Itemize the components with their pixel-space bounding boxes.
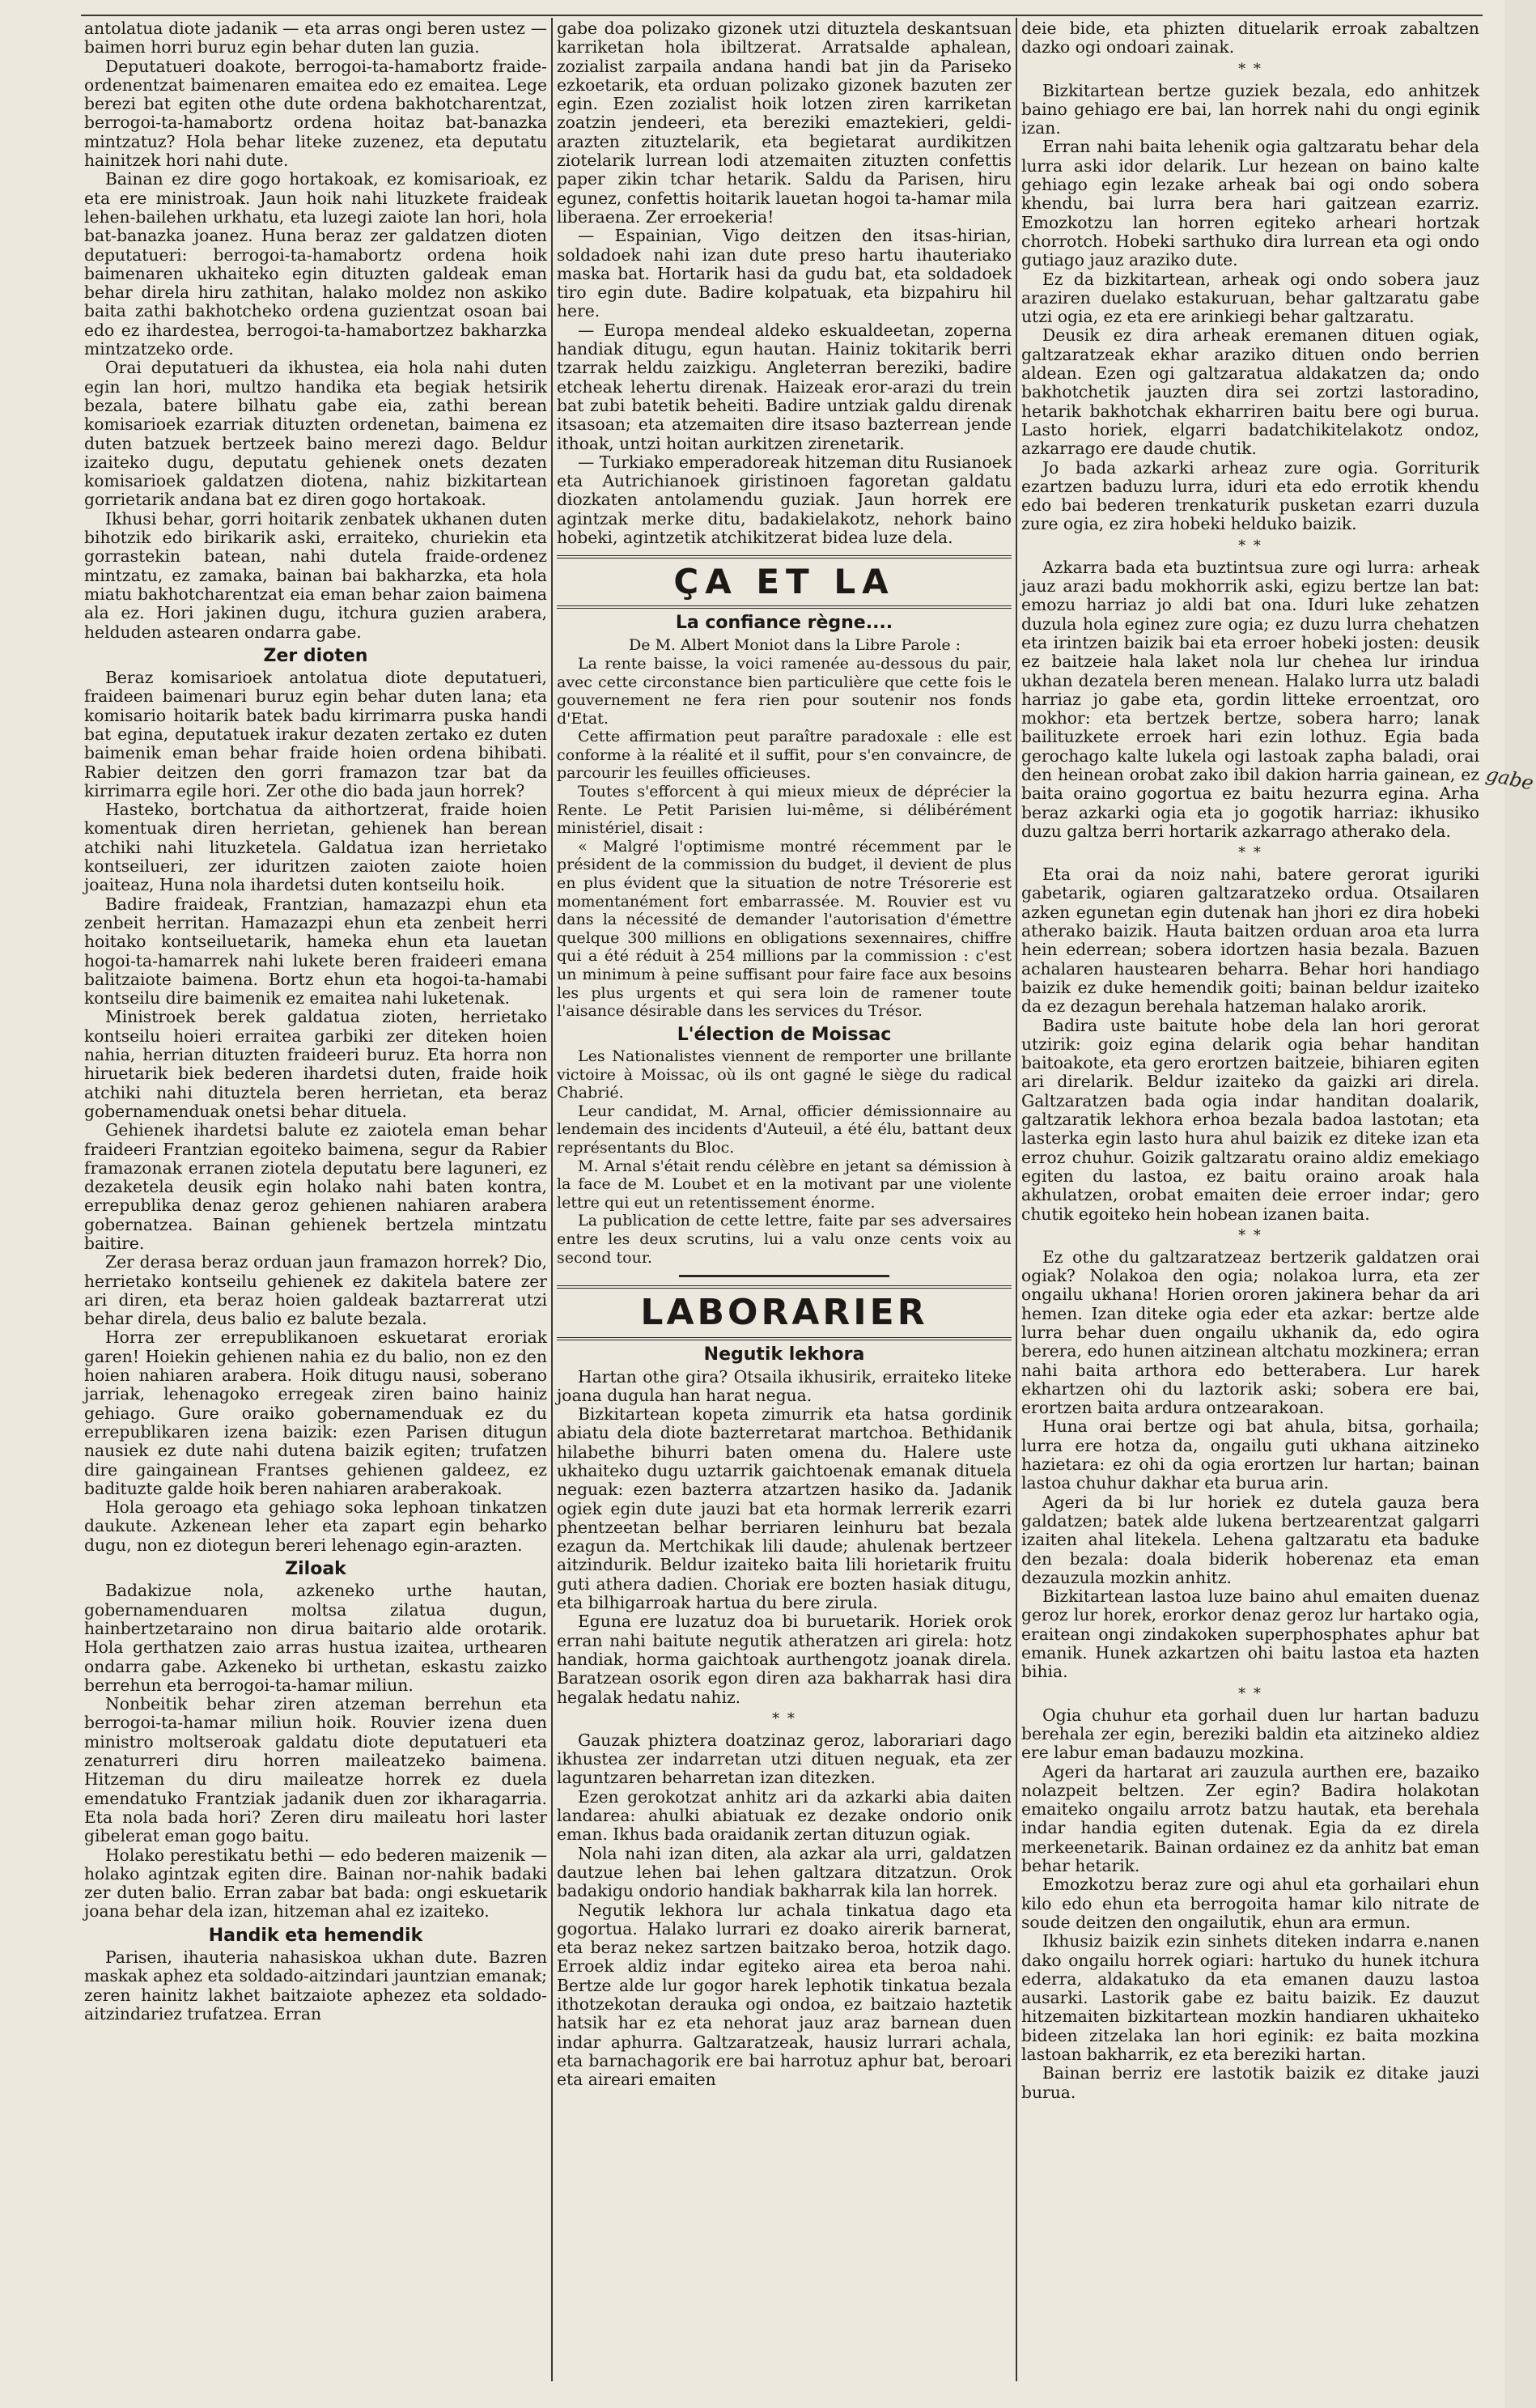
paragraph: Huna orai bertze ogi bat ahula, bitsa, gorhaila; lurra ere hotza da, ongailu guti ukhana aitzineko hazietara: ez ohi da ogia erortzen lur hartan; bainan lastoa chuhur dakhar eta burua arin. [1021, 1416, 1479, 1493]
column-rule [1016, 18, 1017, 2381]
top-rule [81, 15, 1483, 16]
french-article [557, 1047, 1012, 1267]
paragraph: M. Arnal s'était rendu célèbre en jetant sa démission à la face de M. Loubet et en la motivant par une violente lettre qui eut un retentissement énorme. [557, 1157, 1012, 1212]
asterism: * * [1238, 844, 1262, 862]
paragraph: deie bide, eta phizten dituelarik erroak zabaltzen dazko ogi ondoari zainak. [1021, 19, 1479, 57]
paragraph: Bizkitartean kopeta zimurrik eta hatsa gordinik abiatu dela diote bazterretarat martchoa. Bethidanik hilabethe bihurri baten omena du. Halere uste ukhaiteko dugu uztarrik gaichtoenak emanak dituela neguak: ezen bazterra atzartzen hasiko da. Jadanik ogiek egin dute jauzi bat eta hormak lerrerik ezarri phentzeetan belhar berriaren leinhuru bat bezala ezagun da. Mertchikak lili daude; ahulenak bertzeer aitzindurik. Beldur izaiteko baita lili horietarik fruitu guti athera dadien. Choriak ere bozten hasiak ditugu, eta bilhigarroak hartua du bere zirula. [557, 1404, 1012, 1613]
section-heading: Handik eta hemendik [208, 1925, 423, 1946]
paragraph: Toutes s'efforcent à qui mieux mieux de déprécier la Rente. Le Petit Parisien lui-même, si délibérément ministériel, disait : [557, 783, 1012, 838]
section-heading: Negutik lekhora [703, 1344, 865, 1365]
paragraph: Horra zer errepublikanoen eskuetarat eroriak garen! Hoiekin gehienen nahia ez du balio, non ez den hoien nahiaren arabera. Hoik ditugu nausi, soberano jarriak, lehenagoko erregeak ziren baino hainiz gehiago. Gure oraiko gobernamenduak ez du errepublikaren izena baizik: ezen Parisen ditugun nausiek ez dute nahi dutena baizik egiten; trufatzen dire gaingainean Frantses gehienen galdeez, ez badituzte galde hoik beren nahiaren araberakoak. [84, 1327, 547, 1498]
paragraph: Ministroek berek galdatua zioten, herrietako kontseilu hoieri erraitea garbiki zer diteken hoien nahia, herrian dituzten fraideeri buruz. Eta horra non hiruetarik biek bederen ihardetsi duten, fraide hoik atchiki nahi dituztela beren herrietan, eta beraz gobernamenduak onetsi behar dituela. [84, 1007, 547, 1121]
section-heading: Ziloak [285, 1559, 346, 1580]
section-heading: Zer dioten [263, 645, 368, 666]
paragraph: Emozkotzu beraz zure ogi ahul eta gorhailari ehun kilo edo ehun eta berrogoita hamar kilo nitrate de soude deitzen den ongailutik, ehun ara ermun. [1021, 1875, 1479, 1932]
paragraph: — Espainian, Vigo deitzen den itsas-hirian, soldadoek nahi izan dute preso hartu ihauteriako maska bat. Hortarik hasi da gudu bat, eta soldadoek tiro egin dute. Badire kolpatuak, eta bizpahiru hil here. [557, 226, 1012, 321]
column-rule [551, 18, 553, 2381]
divider [679, 1275, 889, 1277]
paragraph: Nonbeitik behar ziren atzeman berrehun eta berrogoi-ta-hamar miliun hoik. Rouvier izena duen ministro moltseroak galdatu diote deputatueri eta zenaturreri diru horren maileatzeko baimena. Hitzeman du diru maileatze horrek ez duela emendatuko Frantziak jadanik duen zor ikharagarria. Eta nola bada hori? Zeren diru maileatu hori laster gibelerat eman gogo baitu. [84, 1694, 547, 1846]
paragraph: Badire fraideak, Frantzian, hamazazpi ehun eta zenbeit herritan. Hamazazpi ehun eta zenbeit herri hoitako kontseiluetarik, hameka ehun eta lauetan hogoi-ta-hamarrek nahi lukete beren fraideeri emana balitzaiote baimena. Bortz ehun eta hogoi-ta-hamabi kontseilu dire baimenik ez emaitea nahi luketenak. [84, 894, 547, 1009]
paragraph: Holako perestikatu bethi — edo bederen maizenik — holako agintzak egiten dire. Bainan nor-nahik badaki zer duten balio. Erran zabar bat bada: ongi eskuetarik joana behar dela izan, hitzeman ahal ez izaiteko. [84, 1845, 547, 1922]
paragraph: Ikhusi behar, gorri hoitarik zenbatek ukhanen duten bihotzik edo birikarik aski, erraiteko, churiekin eta gorrastekin batean, nahi dutela fraide-ordenez mintzatu, ez zamaka, bainan bai bakharzka, eta hola miatu bakhotcharentzat eia eman behar zaion baimena ala ez. Hori jakinen dugu, itchura guzien arabera, helduden astearen ondarra gabe. [84, 508, 547, 642]
paragraph: Orai deputatueri da ikhustea, eia hola nahi duten egin lan hori, multzo handika eta begiak hetsirik bezala, batere bilhatu gabe eia, zathi berean komisarioek ezarriak dituzten ordenetan, baimena ez duten batzuek bertzeek baino merezi dago. Beldur izaiteko dugu, deputatu gehienek onets dezaten komisarioek galdatzen diotena, nahiz bizkitartean gorrietarik andana bat ez diren gogo hortakoak. [84, 358, 547, 510]
paragraph: — Europa mendeal aldeko eskualdeetan, zoperna handiak ditugu, egun hautan. Hainiz tokitarik berri tzarrak heldu zaizkigu. Angleterran bereziki, badire etcheak lehertu direnak. Haizeak eror-arazi du trein bat zubi batetik beheiti. Badire untziak galdu direnak itsasoan; eta atzemaiten dire itsaso bazterrean jende ithoak, untzi hoitan aurkitzen zirenetarik. [557, 320, 1012, 453]
paragraph: Ez da bizkitartean, arheak ogi ondo sobera jauz araziren duelako estakuruan, behar galtzaratu gabe utzi ogia, ez eta ere arinkiegi behar galtzaratu. [1021, 269, 1479, 327]
paragraph: Nola nahi izan diten, ala azkar ala urri, galdatzen dautzue lehen bai lehen galtzara ditzatzun. Orok badakigu ondorio handiak bakharrak kila lan horrek. [557, 1843, 1012, 1901]
paragraph: Erran nahi baita lehenik ogia galtzaratu behar dela lurra aski idor delarik. Lur hezean on baino kalte gehiago egin lezake arheak bai ogi ondo sobera khendu, bai lurra bera hari gaitzean ezarriz. Emozkotzu lan horren egiteko arheari hortzak chorrotch. Hobeki sarthuko dira lurrean eta ogi ondo gutiago jauz araziko dute. [1021, 137, 1479, 270]
asterism: * * [1238, 60, 1262, 78]
section-masthead-laborarier: LABORARIER [557, 1285, 1012, 1340]
french-heading: L'élection de Moissac [677, 1024, 892, 1045]
paragraph: Hasteko, bortchatua da aithortzerat, fraide hoien komentuak diren herrietan, gehienek han berean atchiki nahi lituzketela. Galdatua izan herrietako kontseilueri, zer iduritzen zaioten zaiote hoien joaiteaz, Huna nola ihardetsi duten kontseilu hoik. [84, 800, 547, 895]
paragraph: Negutik lekhora lur achala tinkatua dago eta gogortua. Halako lurrari ez doako airerik barnerat, eta beraz nekez sartzen baitzako beroa, hotzik dago. Erroek aldiz indar egiteko airea eta beroa nahi. Bertze alde lur gogor harek lephotik tinkatua bezala ithotzekotan derauka ogi ondoa, ez baitzaio haztetik hatsik har ez eta nehorat jauz araz barnean duen indar aphurra. Galtzaratzeak, hausiz lurrari achala, eta barnachagorik ere bai harrotuz aphur bat, beroari eta aireari emaiten [557, 1900, 1012, 2090]
paragraph: Ikhusiz baizik ezin sinhets diteken indarra e.nanen dako ongailu horrek ogiari: hartuko du hunek itchura ederra, aldakatuko da eta emanen dauzu lastoa ausarki. Lastorik gabe ez baitu baizik. Ez dauzut hitzemaiten bizkitartean mozkin handiaren ukhaiteko bideen zitzelaka lan hori eginik: ez baita mozkina lastoan bakharrik, ez eta bereziki hartan. [1021, 1931, 1479, 2064]
paragraph: Bainan ez dire gogo hortakoak, ez komisarioak, ez eta ere ministroak. Jaun hoik nahi lituzkete fraideak lehen-bailehen urkhatu, eta luzegi zaiote lan hori, hola bat-banazka joanez. Huna beraz zer galdatzen dioten deputatueri: berrogoi-ta-hamabortz ordena hoik baimenaren ukhaiteko egin dituzten galdeak eman behar direla hiru zathitan, halako moldez non askiko baita zathi bakhotcheko ordena guzientzat osoan bai edo ez ihardestea, berrogoi-ta-hamabortzez bakharzka mintzatzeko orde. [84, 169, 547, 359]
paragraph: Bizkitartean lastoa luze baino ahul emaiten duenaz geroz lur horek, erorkor denaz geroz lur hartako ogia, eraitean ongi zindakoken superphosphates aphur bat emanik. Hunek azkartzen ohi baitu lastoa eta hazten bihia. [1021, 1586, 1479, 1682]
paragraph: Cette affirmation peut paraître paradoxale : elle est conforme à la réalité et il suffit, pour s'en convaincre, de parcourir les feuilles officieuses. [557, 728, 1012, 783]
paragraph: Ageri da bi lur horiek ez dutela gauza bera galdatzen; batek alde lukena bertzearentzat galgarri izaiten ahal litekela. Lehena galtzaratu eta baduke den bezala: doala biderik hoberenaz eta eman dezauzula mozkin anhitz. [1021, 1492, 1479, 1587]
paragraph: Ez othe du galtzaratzeaz bertzerik galdatzen orai ogiak? Nolakoa den ogia; nolakoa lurra, eta zer ongailu ukhana! Horien ororen jakinera behar da ari hemen. Izan diteke ogia eder eta azkar: bertze alde lurra behar duen ongailu ukhanik da, edo ogira berera, edo hunen aitzinean altchatu mozkinera; erran nahi baita arthora edo betterabera. Lur harek ekhartzen ohi du laztorik aski; sobera ere bai, erortzen baita ardura ontzearakoan. [1021, 1246, 1479, 1418]
handwritten-margin-note: gabe [1483, 762, 1536, 795]
paragraph: Beraz komisarioek antolatua diote deputatueri, fraideen baimenari buruz egin behar duten lana; eta komisario hoitarik batek badu kirrimarra puska handi bat egina, deputatuek irakur dezaten zertako ez duten baimenik eman behar fraide hoien ordena bihibati. Rabier deitzen den gorri framazon tzar bat da kirrimarra egile hori. Zer othe dio bada jaun horrek? [84, 668, 547, 801]
asterism: * * [1238, 537, 1262, 554]
column-1 [84, 19, 547, 2395]
paragraph: Hartan othe gira? Otsaila ikhusirik, erraiteko liteke joana dugula han harat negua. [557, 1366, 1012, 1405]
paragraph: Gehienek ihardetsi balute ez zaiotela eman behar fraideeri Frantzian egoiteko baimena, segur da Rabier framazonak erranen ziotela deputatu bere laguneri, ez dezaketela deusik egin holako nahi baten kontra, errepublika denaz geroz gehienen nahiaren arabera gobernatzea. Bainan gehienek bertzela mintzatu baitire. [84, 1120, 547, 1253]
paragraph: La publication de cette lettre, faite par ses adversaires entre les deux scrutins, lui a valu onze cents voix au second tour. [557, 1212, 1012, 1267]
paragraph: Ogia chuhur eta gorhail duen lur hartan baduzu berehala zer egin, bereziki baldin eta aitzineko aldiez ere labur eman badauzu mozkina. [1021, 1705, 1479, 1763]
paragraph: Bainan berriz ere lastotik baizik ez ditake jauzi burua. [1021, 2063, 1479, 2102]
paragraph: Les Nationalistes viennent de remporter une brillante victoire à Moissac, où ils ont gagné le siège du radical Chabrié. [557, 1047, 1012, 1102]
paragraph: Ezen gerokotzat anhitz ari da azkarki abia daiten landarea: ahulki abiatuak ez dezake ondorio onik eman. Ikhus bada oraidanik zertan dituzun ogiak. [557, 1786, 1012, 1845]
paragraph: La rente baisse, la voici ramenée au-dessous du pair, avec cette circonstance bien particulière que cette fois le gouvernement ne fera rien pour soutenir nos fonds d'Etat. [557, 654, 1012, 728]
paragraph: Zer derasa beraz orduan jaun framazon horrek? Dio, herrietako kontseilu gehienek ez dakitela batere zer ari diren, eta beraz hoien galdeak baztarrerat utzi behar direla, deus balio ez balute bezala. [84, 1252, 547, 1329]
paragraph: Eguna ere luzatuz doa bi buruetarik. Horiek orok erran nahi baitute negutik atheratzen ari girela: hotz handiak, horma gaichtoak aurthengotz joanak direla. Baratzean osorik egon diren aza bakharrak hasi dira hegalak hedatu nahiz. [557, 1612, 1012, 1707]
section-masthead-ca-et-la: ÇA ET LA [557, 555, 1012, 609]
paragraph: Deputatueri doakote, berrogoi-ta-hamabortz fraide-ordenentzat baimenaren emaitea edo ez emaitea. Lege berezi bat egiten othe dute ordena bakhotcharentzat, berrogoi-ta-hamabortz ordena hoitaz bat-banazka mintzatuz? Hola behar liteke zuzenez, eta deputatu hainitzek hori nahi dute. [84, 56, 547, 171]
french-heading: La confiance règne.... [675, 613, 893, 634]
paragraph: Ageri da hartarat ari zauzula aurthen ere, bazaiko nolazpeit beltzen. Zer egin? Badira holakotan emaiteko ongailu arrotz batzu hautak, eta berehala indar handia egiten dutenak. Egia da ez direla merkeenetarik. Bainan ordainez ez da anhitz bat eman behar hetarik. [1021, 1761, 1479, 1876]
paragraph: Hola geroago eta gehiago soka lephoan tinkatzen daukute. Azkenean leher eta zapart egin beharko dugu, non ez diotegun bereri lehenago egin-arazten. [84, 1497, 547, 1555]
paragraph: Azkarra bada eta buztintsua zure ogi lurra: arheak jauz arazi badu mokhorrik aski, egizu bertze lan bat: emozu harriaz jo aldi bat ona. Iduri luke zehatzen duzula hola eginez zure ogia; ez duzu lurra chehatzen eta irintzen baizik bai eta erroer hobeki josten: deusik ez baitzeie hala laket nola lur chehea lur irindua ukhan dezatela beren menean. Halako lurra utz baladi harriaz jo gabe eta, gordin litteke erroentzat, oro mokhor: eta bertzek bertze, sobera harro; lanak bailituzkete erroek hari ezin lothuz. Egia bada gerochago kalte lukela ogi lastoak zapha baladi, orai den heinean orobat zako ibil dakion harria gainean, ez baita oraino gogortua ez baitu hezurra egina. Arha beraz azkarki ogia eta jo gogotik harriaz: ikhusiko duzu galtza berri hortarik azkarrago atherako dela. [1021, 557, 1479, 841]
column-2 [557, 19, 1012, 2395]
paragraph: Eta orai da noiz nahi, batere gerorat iguriki gabetarik, ogiaren galtzaratzeko ordua. Otsailaren azken egunetan egin dutenak han jhori ez dira hobeki atherako baizik. Hauta baitzen orduan aroa eta lurra hein ederrean; sobera idortzen hasia bezala. Bazuen achalaren haustearen beharra. Behar hori handiago baizik ez duke hemendik goiti; bainan beldur izaiteko da ez dezagun berehala hatzeman halako arorik. [1021, 864, 1479, 1017]
column-3 [1021, 19, 1479, 2395]
paragraph: Gauzak phiztera doatzinaz geroz, laborariari dago ikhustea zer indarretan utzi dituen neguak, eta zer laguntzaren beharretan izan ditezken. [557, 1730, 1012, 1788]
asterism: * * [1238, 1226, 1262, 1244]
source-line: De M. Albert Moniot dans la Libre Parole : [628, 635, 961, 654]
paragraph: « Malgré l'optimisme montré récemment par le président de la commission du budget, il devient de plus en plus évident que la situation de notre Trésorerie est momentanément fort embarrassée. M. Rouvier est vu dans la nécessité de demander l'autorisation d'émettre quelque 300 millions en obligations sexennaires, chiffre qui a été réduit à 254 millions par la commission : c'est un minimum à peine suffisant pour faire face aux besoins les plus urgents et qui sera loin de ramener toute l'aisance désirable dans les services du Trésor. [557, 837, 1012, 1021]
paragraph: antolatua diote jadanik — eta arras ongi beren ustez — baimen horri buruz egin behar duten lan guzia. [84, 19, 547, 57]
paragraph: Deusik ez dira arheak eremanen dituen ogiak, galtzaratzeak ekhar araziko dituen ondo berrien aldean. Ezen ogi galtzaratua aldakatzen da; ondo bakhotchetik jauzten dira sei zortzi lastoradino, hetarik bakhotchak ekharriren baitu bere ogi burua. Lasto horiek, elgarri badatchikitelakotz ondoz, azkarrago ere daude chutik. [1021, 325, 1479, 459]
paragraph: Leur candidat, M. Arnal, officier démissionnaire au lendemain des incidents d'Auteuil, a été élu, battant deux représentants du Bloc. [557, 1102, 1012, 1157]
asterism: * * [1238, 1684, 1262, 1702]
paragraph: Bizkitartean bertze guziek bezala, edo anhitzek baino gehiago ere bai, lan horrek nahi du ongi eginik izan. [1021, 80, 1479, 138]
paragraph: gabe doa polizako gizonek utzi dituztela deskantsuan karriketan hola ibiltzerat. Arratsalde aphalean, zozialist zarpaila andana handi bat jin da Pariseko ezkoetarik, eta orduan polizako gizonek bazuten zer egin. Ezen zozialist hoik lotzen ziren karriketan zoatzin jendeeri, eta bereziki emaztekieri, geldi-arazten zituztelarik, eta begietarat aurdikitzen ziotelarik lurrean lodi atzemaiten zituzten confettis paper zikin tchar hetarik. Saldu da Parisen, hiru egunez, confettis hoitarik lauetan hogoi ta-hamar mila liberaena. Zer erroekeria! [557, 19, 1012, 227]
paragraph: Jo bada azkarki arheaz zure ogia. Gorriturik ezartzen baduzu lurra, iduri eta edo errotik khendu edo bai bederen trenkaturik pusketan ezarri duzula zure ogia, ez zira hobeki helduko baizik. [1021, 457, 1479, 534]
paragraph: Parisen, ihauteria nahasiskoa ukhan dute. Bazren maskak aphez eta soldado-aitzindari jauntzian emanak; zeren hainitz lakhet baitzaiote aphezez eta soldado-aitzindariez trufatzea. Erran [84, 1947, 547, 2024]
paragraph: Badakizue nola, azkeneko urthe hautan, gobernamenduaren moltsa zilatua dugun, hainbertzetaraino non dirua baitario alde orotarik. Hola gerthatzen zaio arras hustua izaitea, urthearen ondarra gabe. Azkeneko bi urthetan, eskastu zaizko berrehun eta berrogoi-ta-hamar miliun. [84, 1581, 547, 1695]
asterism: * * [772, 1709, 796, 1727]
french-article [557, 655, 1012, 1021]
paragraph: Badira uste baitute hobe dela lan hori gerorat utzirik: goiz egina delarik ogia behar handitan baitoakote, eta gero erortzen baitzeie, bihiaren egiten ari direlarik. Beldur izaiteko da gaizki ari direla. Galtzaratzen bada ogia indar handitan doalarik, galtzaratik lekhora erhoa bezala badoa lastotan; eta lasterka egin lasto hura ahul baizik ez diteke izan eta erroz chuhur. Goizik galtzaratu oraino aldiz emekiago egiten du lastoa, ez baitu oraino aroak hala akhulatzen, orobat emaiten deie erroer indar; gero chutik egoiteko hein hobean izanen baita. [1021, 1015, 1479, 1224]
paragraph: — Turkiako emperadoreak hitzeman ditu Rusianoek eta Autrichianoek giristinoen fagoretan galdatu diozkaten antolamendu guziak. Jaun horrek ere agintzak merke ditu, badakielakotz, nehork baino hobeki, agintzetik atchikitzerat bidea luze dela. [557, 452, 1012, 548]
